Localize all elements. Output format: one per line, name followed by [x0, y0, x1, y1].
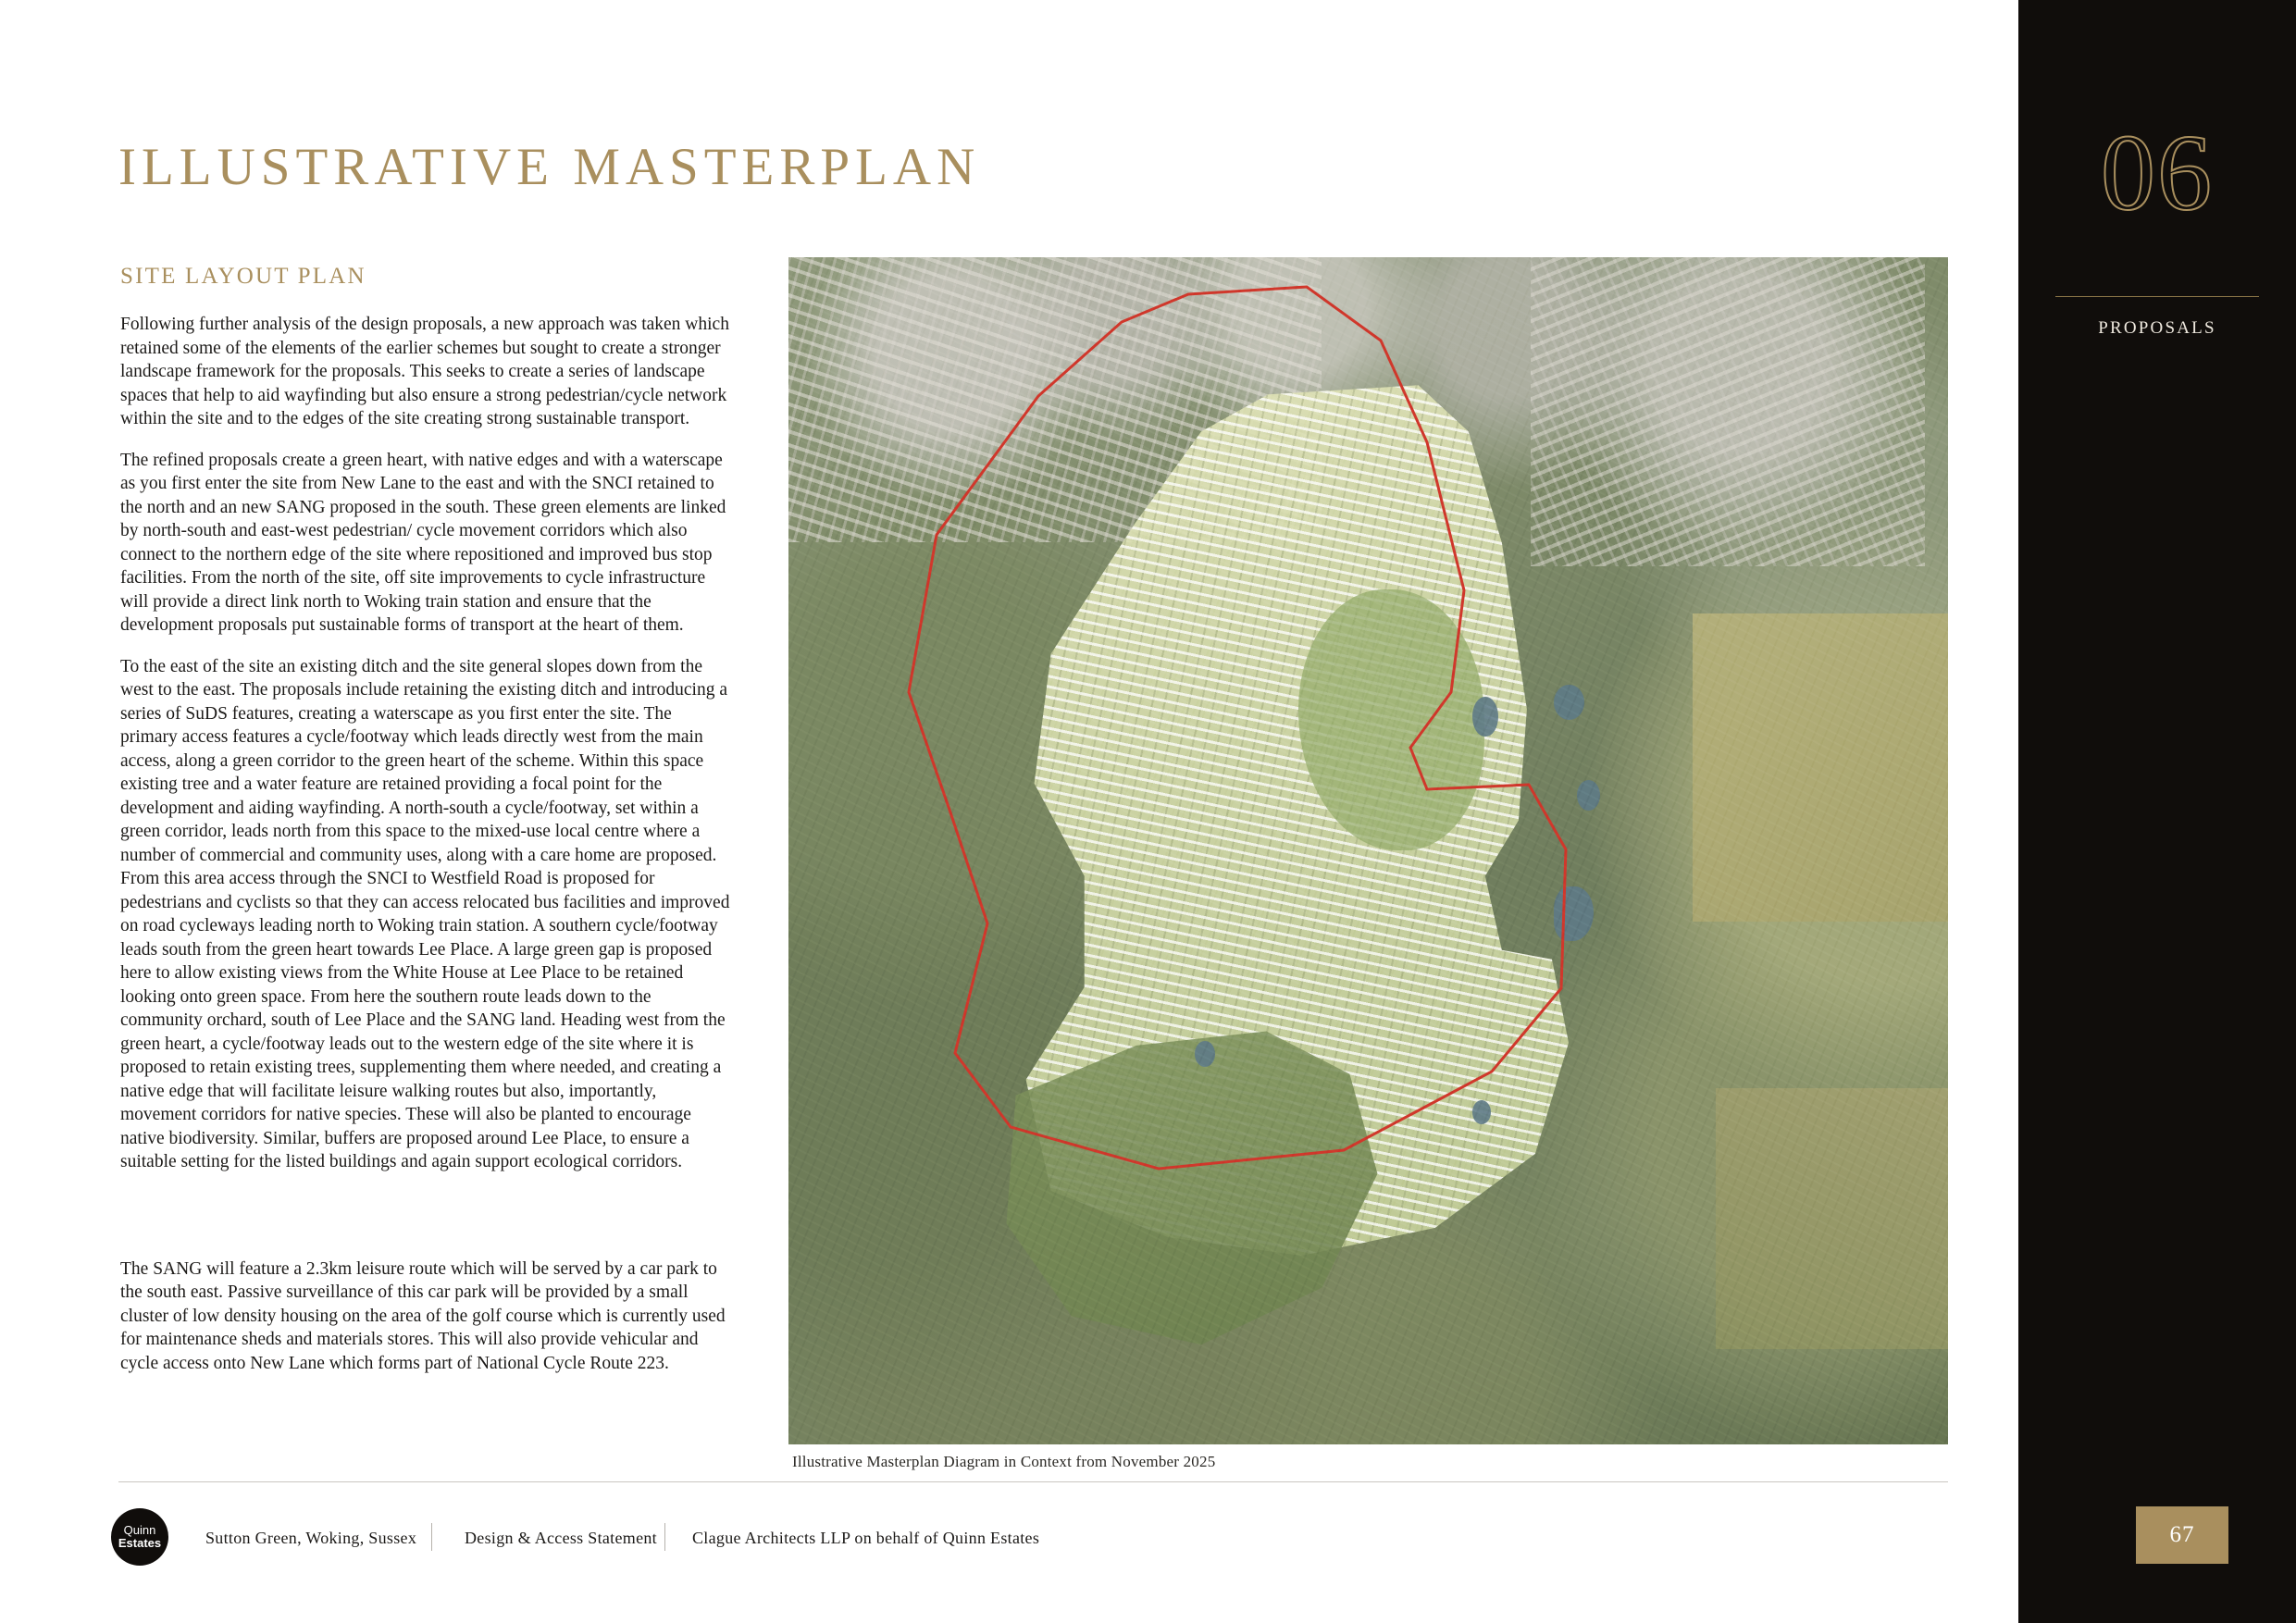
footer-author: Clague Architects LLP on behalf of Quinn Estates	[692, 1529, 1040, 1547]
quinn-estates-logo	[111, 1508, 168, 1566]
logo-line-1: Quinn	[123, 1523, 156, 1538]
chapter-sidebar	[2018, 0, 2296, 1623]
page-title: ILLUSTRATIVE MASTERPLAN	[118, 138, 981, 196]
aerial-photo-texture	[788, 257, 1948, 1444]
logo-line-2: Estates	[118, 1536, 162, 1550]
chapter-label: PROPOSALS	[2098, 318, 2216, 338]
paragraph: The refined proposals create a green heart, with native edges and with a waterscape as you first enter the site from New Lane to the east and with the SNCI retained to the north and an new SANG proposed in the south. These green elements are linked by north-south and east-west pedestrian/ cycle movement corridors which also connect to the northern edge of the site where repositioned and improved bus stop facilities. From the north of the site, off site improvements to cycle infrastructure will provide a direct link north to Woking train station and ensure that the development proposals put sustainable forms of transport at the heart of them.	[120, 450, 726, 635]
chapter-number: 06	[2101, 112, 2214, 233]
footer-document-type: Design & Access Statement	[465, 1529, 657, 1547]
footer-separator	[431, 1523, 432, 1551]
footer-project-location: Sutton Green, Woking, Sussex	[205, 1529, 417, 1547]
footer-divider	[118, 1481, 1948, 1482]
masterplan-figure	[788, 257, 1948, 1470]
paragraph: Following further analysis of the design proposals, a new approach was taken which retained some of the elements of the earlier schemes but sought to create a stronger landscape framework for the proposals. This seeks to create a series of landscape spaces that help to aid wayfinding but also ensure a strong pedestrian/cycle network within the site and to the edges of the site creating strong sustainable transport.	[120, 315, 729, 428]
footer-separator	[664, 1523, 665, 1551]
figure-caption: Illustrative Masterplan Diagram in Context from November 2025	[792, 1453, 1216, 1470]
body-text-column	[120, 313, 731, 1393]
section-title: SITE LAYOUT PLAN	[120, 264, 366, 289]
sidebar-divider	[2055, 296, 2259, 297]
aerial-masterplan-image	[788, 257, 1948, 1444]
paragraph: To the east of the site an existing ditch and the site general slopes down from the west to the east. The proposals include retaining the existing ditch and introducing a series of SuDS features, creating a waterscape as you first enter the site. The primary access features a cycle/footway which leads directly west from the main access, along a green corridor to the green heart of the scheme. Within this space existing tree and a water feature are retained providing a focal point for the development and aiding wayfinding. A north-south a cycle/footway, set within a green corridor, leads north from this space to the mixed-use local centre where a number of commercial and community uses, along with a care home are proposed. From this area access through the SNCI to Westfield Road is proposed for pedestrians and cyclists so that they can access relocated bus facilities and improved on road cycleways leading north to Woking train station. A southern cycle/footway leads south from the green heart towards Lee Place. A large green gap is proposed here to allow existing views from the White House at Lee Place to be retained looking onto green space. From here the southern route leads down to the community orchard, south of Lee Place and the SANG land. Heading west from the green heart, a cycle/footway leads out to the western edge of the site where it is proposed to retain existing trees, supplementing them where needed, and creating a native edge that will facilitate leisure walking routes but also, importantly, movement corridors for native species. These will also be planted to encourage native biodiversity. Similar, buffers are proposed around Lee Place, to ensure a suitable setting for the listed buildings and again support ecological corridors.	[120, 656, 730, 1171]
paragraph: The SANG will feature a 2.3km leisure route which will be served by a car park to the south east. Passive surveillance of this car park will be provided by a small cluster of low density housing on the area of the golf course which is currently used for maintenance sheds and materials stores. This will also provide vehicular and cycle access onto New Lane which forms part of National Cycle Route 223.	[120, 1258, 726, 1373]
page-number: 67	[2136, 1506, 2228, 1564]
